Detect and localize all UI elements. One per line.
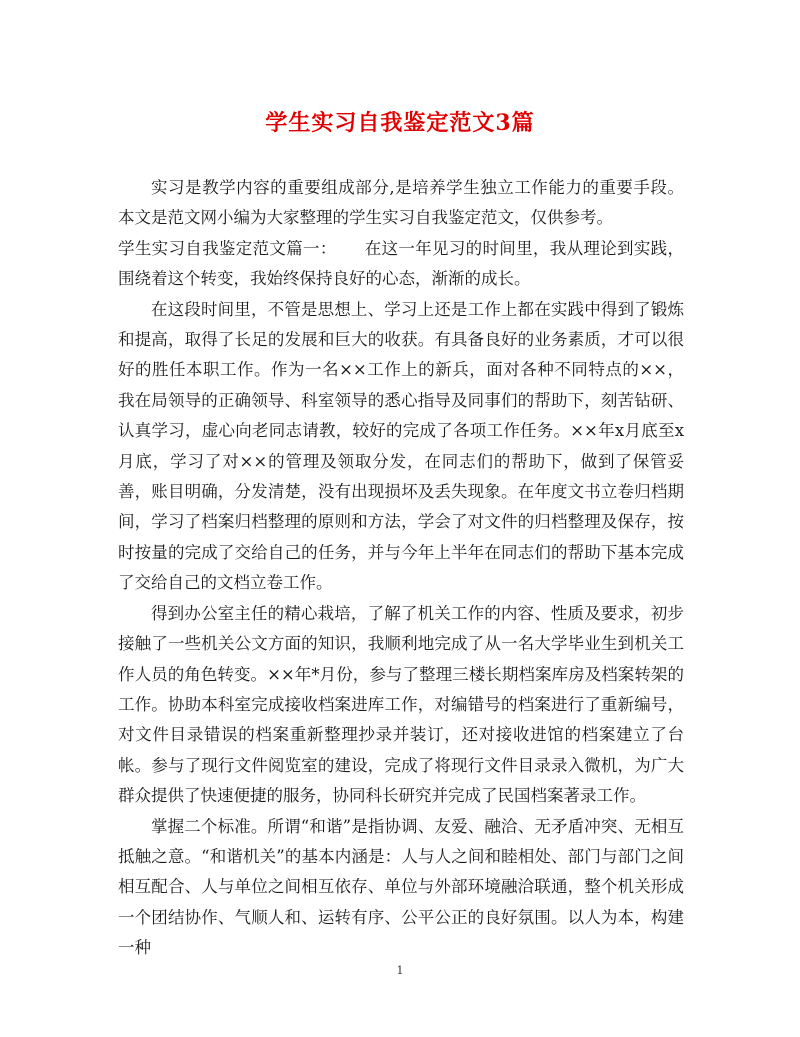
document-title: 学生实习自我鉴定范文3篇 <box>265 110 535 136</box>
section-first-text: 在这一年见习的时间里，我从理论到实践，围绕着这个转变，我始终保持良好的心态，渐渐的成长。 <box>118 238 685 289</box>
intro-paragraph: 实习是教学内容的重要组成部分,是培养学生独立工作能力的重要手段。本文是范文网小编为大家整理的学生实习自我鉴定范文，仅供参考。 <box>118 178 684 228</box>
body-paragraph: 掌握二个标准。所谓“和谐”是指协调、友爱、融洽、无矛盾冲突、无相互抵触之意。“和谐机关”的基本内涵是：人与人之间和睦相处、部门与部门之间相互配合、人与单位之间相互依存、单位与外部环境融洽联通，整个机关形成一个团结协作、气顺人和、运转有序、公平公正的良好氛围。以人为本，构建一种 <box>118 816 684 958</box>
body-paragraph: 在这段时间里，不管是思想上、学习上还是工作上都在实践中得到了锻炼和提高，取得了长足的发展和巨大的收获。有具备良好的业务素质，才可以很好的胜任本职工作。作为一名××工作上的新兵，面对各种不同特点的××，我在局领导的正确领导、科室领导的悉心指导及同事们的帮助下，刻苦钻研、认真学习，虚心向老同志请教，较好的完成了各项工作任务。××年x月底至x月底，学习了对××的管理及领取分发，在同志们的帮助下，做到了保管妥善，账目明确，分发清楚，没有出现损坏及丢失现象。在年度文书立卷归档期间，学习了档案归档整理的原则和方法，学会了对文件的归档整理及保存，按时按量的完成了交给自己的任务，并与今年上半年在同志们的帮助下基本完成了交给自己的文档立卷工作。 <box>118 299 684 593</box>
page-number: 1 <box>396 964 404 977</box>
section-heading: 学生实习自我鉴定范文篇一： <box>118 238 337 258</box>
document-body <box>118 173 684 964</box>
body-paragraph: 得到办公室主任的精心栽培，了解了机关工作的内容、性质及要求，初步接触了一些机关公文方面的知识，我顺利地完成了从一名大学毕业生到机关工作人员的角色转变。××年*月份，参与了整理三楼长期档案库房及档案转架的工作。协助本科室完成接收档案进库工作，对编错号的档案进行了重新编号，对文件目录错误的档案重新整理抄录并装订，还对接收进馆的档案建立了台帐。参与了现行文件阅览室的建设，完成了将现行文件目录录入微机，为广大群众提供了快速便捷的服务，协同科长研究并完成了民国档案著录工作。 <box>118 603 684 806</box>
section-first-paragraph <box>118 234 684 295</box>
